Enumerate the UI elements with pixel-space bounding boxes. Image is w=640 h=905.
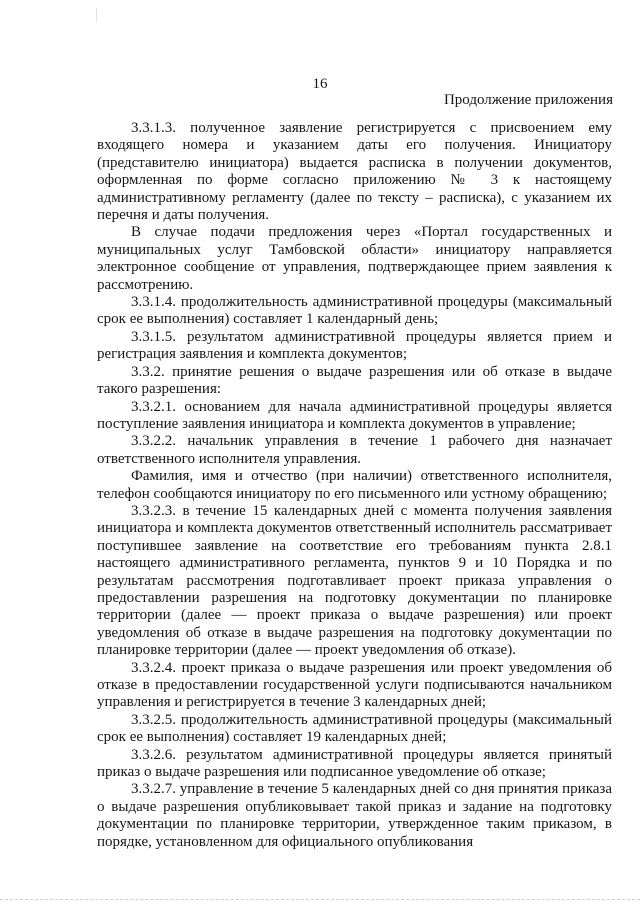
paragraph-3-3-2-4: 3.3.2.4. проект приказа о выдаче разрешения или проект уведомления об отказе в предоставлении государственной услуги подписываются начальником управления и регистрируется в течение 3 календарных дней; xyxy=(97,659,612,711)
continuation-label: Продолжение приложения xyxy=(443,92,613,108)
paragraph-3-3-2-3: 3.3.2.3. в течение 15 календарных дней с момента получения заявления инициатора и комплекта документов ответственный исполнитель рассматривает поступившее заявление на соответствие его требованиям пункта 2.8.1 настоящего административного регламента, пунктов 9 и 10 Порядка и по результатам рассмотрения подготавливает проект приказа управления о предоставлении разрешения на подготовку документации по планировке территории (далее — проект приказа о выдаче разрешения) или проект уведомления об отказе в выдаче разрешения на подготовку документации по планировке территории (далее — проект уведомления об отказе). xyxy=(97,502,612,659)
paragraph-3-3-2-2: 3.3.2.2. начальник управления в течение 1 рабочего дня назначает ответственного исполнителя управления. xyxy=(97,433,612,467)
scan-edge-mark xyxy=(96,8,97,22)
paragraph-executor-contacts: Фамилия, имя и отчество (при наличии) ответственного исполнителя, телефон сообщаются инициатору по его письменного или устному обращению; xyxy=(97,468,612,502)
scan-bottom-edge xyxy=(0,899,640,901)
paragraph-3-3-2-1: 3.3.2.1. основанием для начала административной процедуры является поступление заявления инициатора и комплекта документов в управление; xyxy=(97,398,612,432)
paragraph-3-3-2-5: 3.3.2.5. продолжительность административной процедуры (максимальный срок ее выполнения) составляет 19 календарных дней; xyxy=(97,711,612,746)
paragraph-3-3-2: 3.3.2. принятие решения о выдаче разрешения или об отказе в выдаче такого разрешения: xyxy=(97,363,612,398)
document-body xyxy=(97,120,612,851)
paragraph-3-3-1-5: 3.3.1.5. результатом административной процедуры является прием и регистрация заявления и комплекта документов; xyxy=(97,328,612,363)
paragraph-3-3-1-3: 3.3.1.3. полученное заявление регистрируется с присвоением ему входящего номера и указанием даты его получения. Инициатору (представителю инициатора) выдается расписка в получении документов, оформленная по форме согласно приложению № 3 к настоящему административному регламенту (далее по тексту – расписка), с указанием их перечня и даты получения. xyxy=(97,120,612,224)
paragraph-3-3-2-6: 3.3.2.6. результатом административной процедуры является принятый приказ о выдаче разрешения или подписанное уведомление об отказе; xyxy=(97,746,612,781)
page-number: 16 xyxy=(312,76,328,92)
paragraph-3-3-2-7: 3.3.2.7. управление в течение 5 календарных дней со дня принятия приказа о выдаче разрешения опубликовывает такой приказ и задание на подготовку документации по планировке территории, утвержденное таким приказом, в порядке, установленном для официального опубликования xyxy=(97,781,612,850)
paragraph-portal-submission: В случае подачи предложения через «Портал государственных и муниципальных услуг Тамбовской области» инициатору направляется электронное сообщение от управления, подтверждающее прием заявления к рассмотрению. xyxy=(97,224,612,293)
paragraph-3-3-1-4: 3.3.1.4. продолжительность административной процедуры (максимальный срок ее выполнения) составляет 1 календарный день; xyxy=(97,294,612,328)
